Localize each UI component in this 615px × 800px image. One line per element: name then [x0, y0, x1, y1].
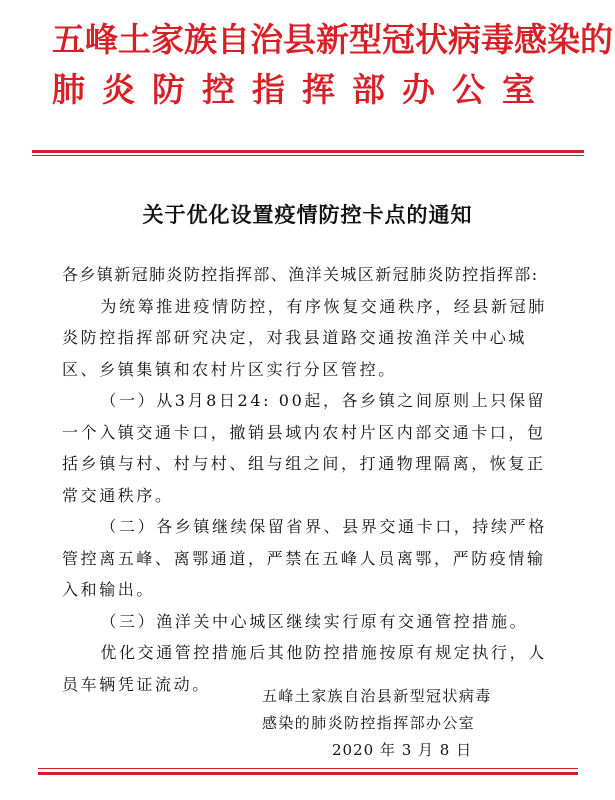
header-divider-thick — [32, 150, 584, 153]
body-paragraph-item-2: （二）各乡镇继续保留省界、县界交通卡口，持续严格管控离五峰、离鄂通道，严禁在五峰人员离鄂，严防疫情输入和输出。 — [62, 517, 547, 599]
signature-block — [262, 683, 552, 764]
signature-date: 2020 年 3 月 8 日 — [332, 741, 473, 759]
issuing-org-line-2: 肺炎防控指挥部办公室 — [52, 70, 552, 109]
body-paragraph-closing: 优化交通管控措施后其他防控措施按原有规定执行，人员车辆凭证流动。 — [62, 643, 547, 694]
issuing-org-line-1: 五峰土家族自治县新型冠状病毒感染的 — [52, 20, 613, 59]
header-divider-thin — [32, 155, 584, 156]
footer-divider-thin — [38, 768, 578, 769]
notice-body — [62, 259, 562, 700]
notice-title: 关于优化设置疫情防控卡点的通知 — [142, 202, 473, 227]
body-paragraph-item-1: （一）从3月8日24: 00起，各乡镇之间原则上只保留一个入镇交通卡口，撤销县域内农村片区内部交通卡口，包括乡镇与村、村与村、组与组之间，打通物理隔离，恢复正常交通秩序。 — [62, 391, 547, 505]
footer-divider-thick — [38, 772, 578, 775]
signature-org-line-2: 感染的肺炎防控指挥部办公室 — [262, 714, 476, 732]
body-paragraph-item-3: （三）渔洋关中心城区继续实行原有交通管控措施。 — [100, 611, 529, 631]
salutation: 各乡镇新冠肺炎防控指挥部、渔洋关城区新冠肺炎防控指挥部: — [62, 265, 539, 284]
body-paragraph-intro: 为统筹推进疫情防控，有序恢复交通秩序，经县新冠肺炎防控指挥部研究决定，对我县道路交通按渔洋关中心城区、乡镇集镇和农村片区实行分区管控。 — [62, 296, 547, 379]
document-header — [52, 18, 613, 112]
signature-org-line-1: 五峰土家族自治县新型冠状病毒 — [262, 687, 492, 705]
